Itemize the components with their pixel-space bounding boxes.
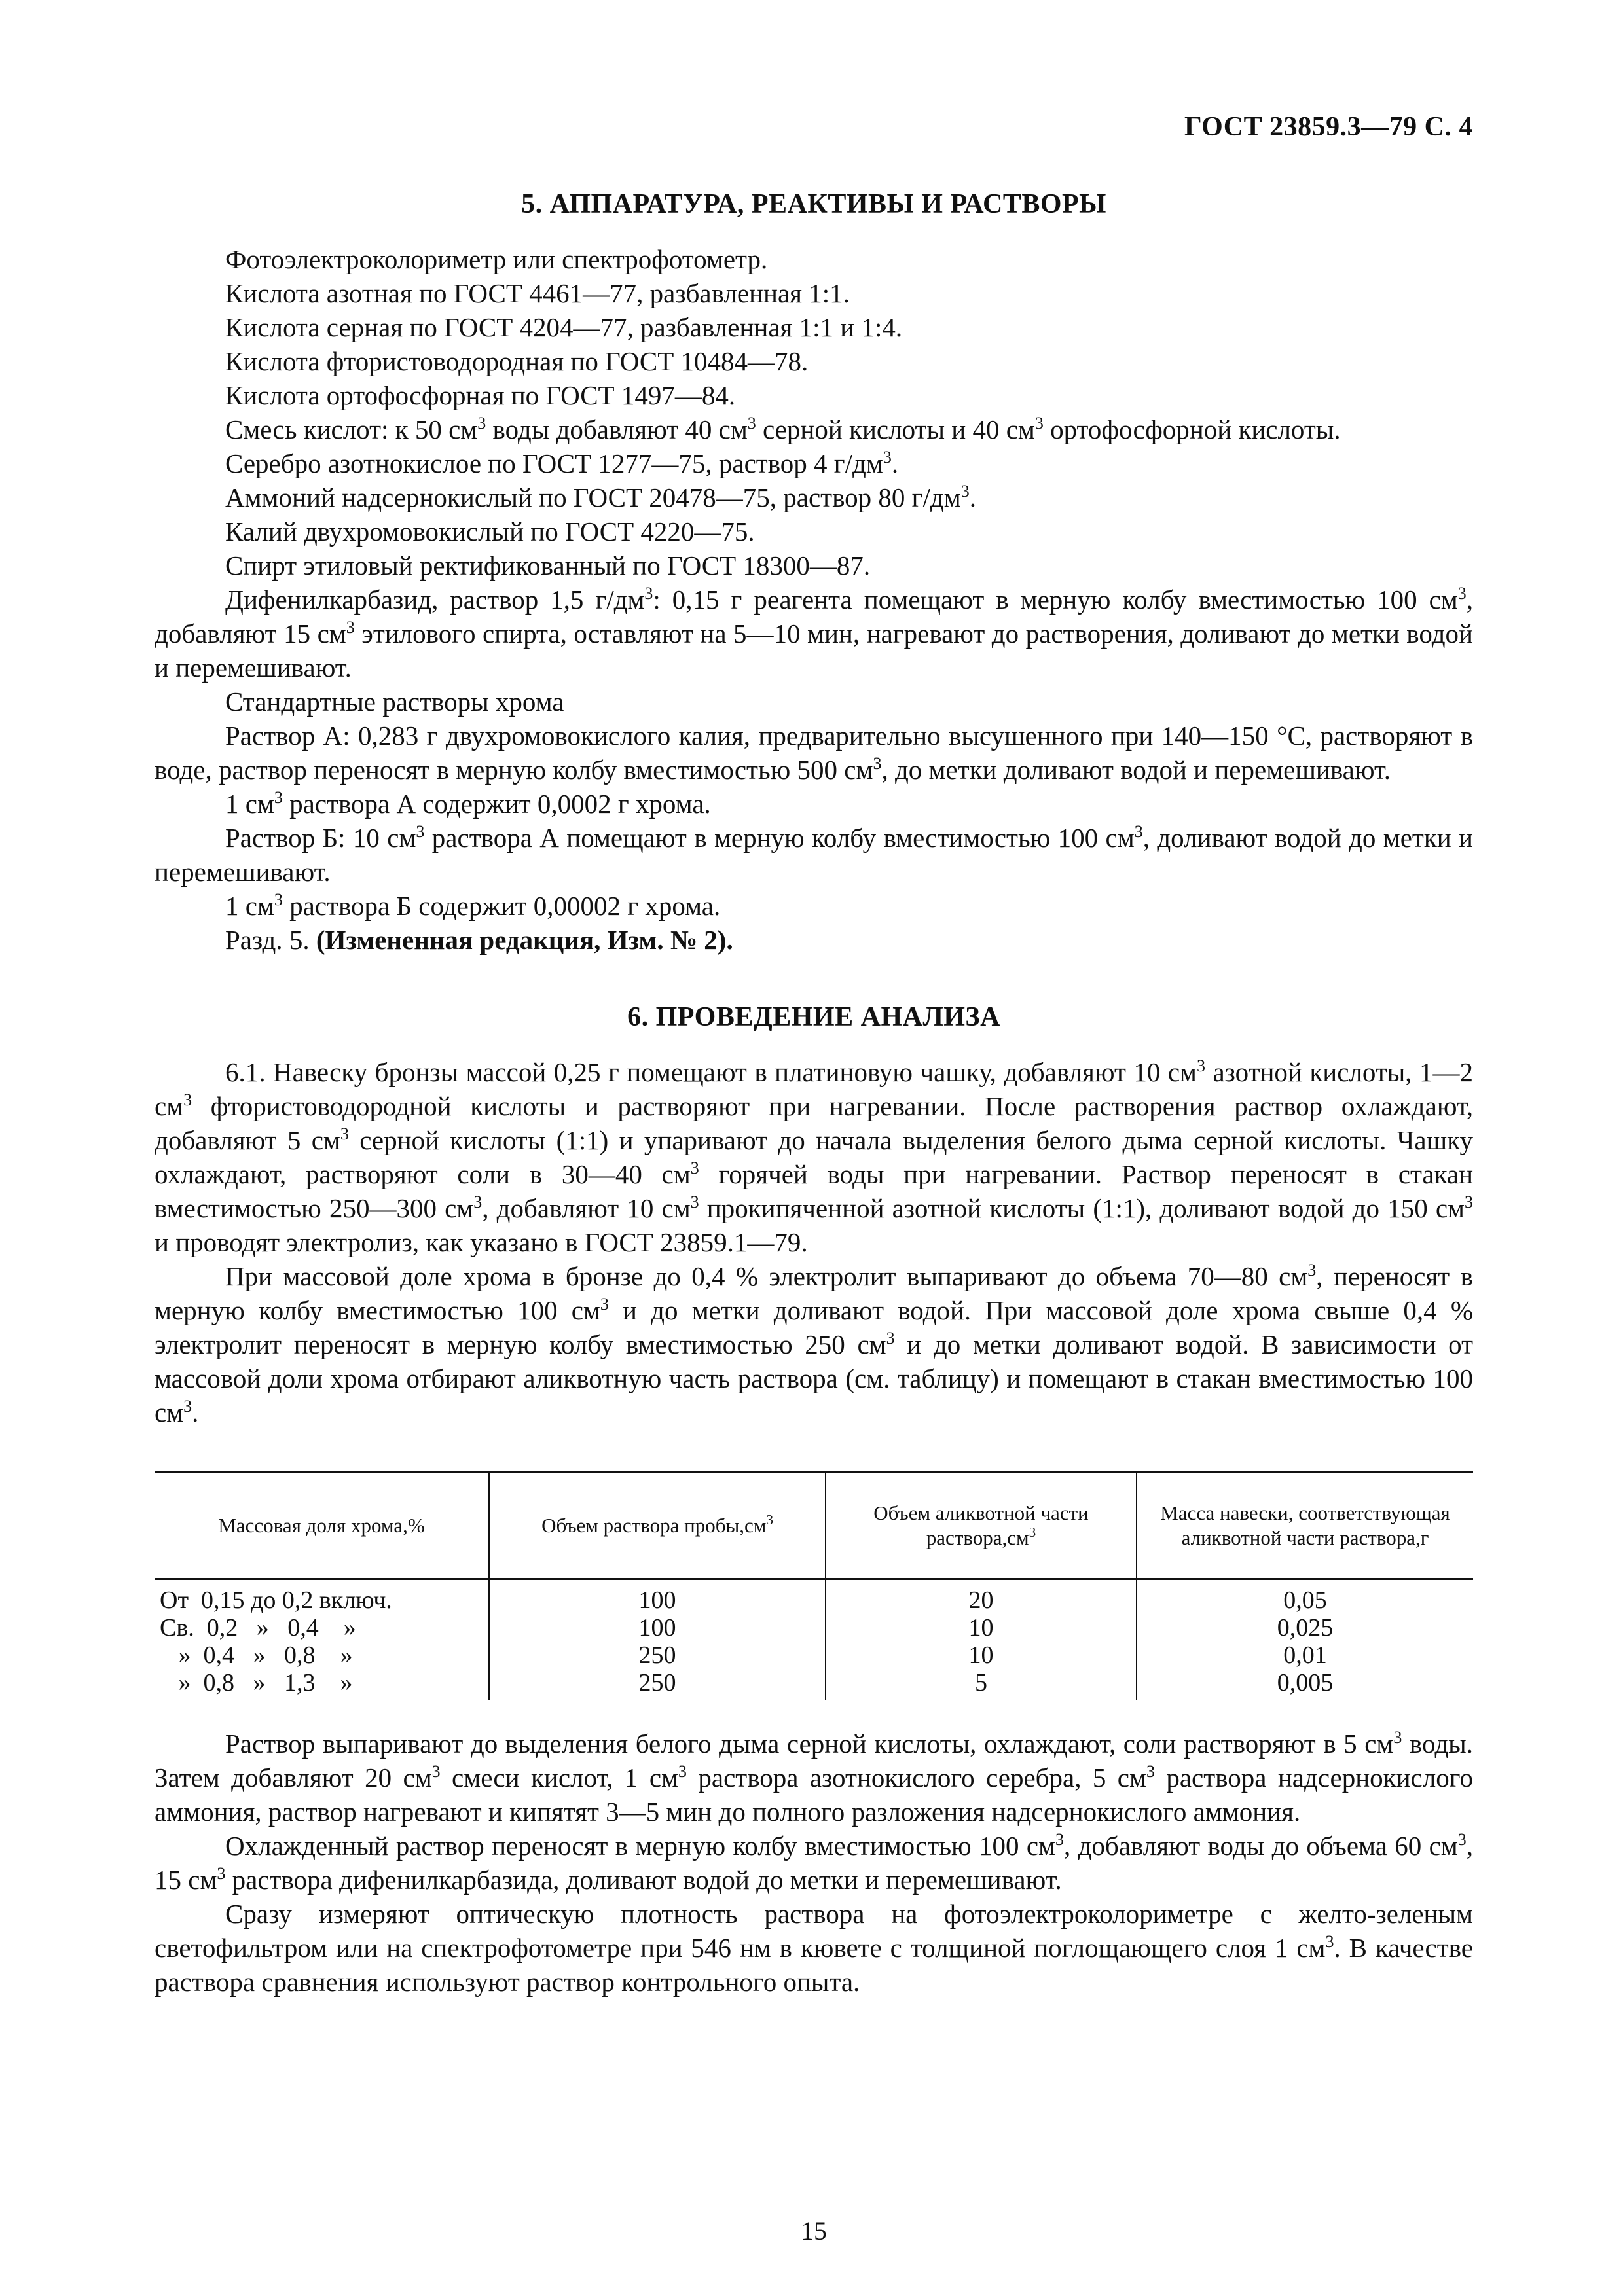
paragraph-cooled-solution: Охлажденный раствор переносят в мерную колбу вместимостью 100 $см^3$, добавляют воды до объема 60 $см^3$, 15 $см^3$ раствора дифенилкарбазида, доливают водой до метки и перемешивают. [155,1830,1473,1895]
item-ammonium-persulfate: Аммоний надсернокислый по ГОСТ 20478—75, раствор 80 $г/дм^3$. [225,482,976,512]
item-sulfuric-acid: Кислота серная по ГОСТ 4204—77, разбавленная 1:1 и 1:4. [225,312,903,342]
item-phosphoric-acid: Кислота ортофосфорная по ГОСТ 1497—84. [225,380,736,410]
section-5-title: 5. АППАРАТУРА, РЕАКТИВЫ И РАСТВОРЫ [521,189,1106,219]
item-standard-solutions: Стандартные растворы хрома [225,687,564,717]
item-solution-a-content: 1 $см^3$ раствора А содержит 0,0002 г хрома. [225,788,711,819]
page-number: 15 [801,2216,827,2246]
item-solution-b-content: 1 $см^3$ раствора Б содержит 0,00002 г хрома. [225,890,721,921]
section-6-title: 6. ПРОВЕДЕНИЕ АНАЛИЗА [627,1002,1000,1032]
paragraph-6-1: 6.1. Навеску бронзы массой 0,25 г помещают в платиновую чашку, добавляют 10 $см^3$ азотной кислоты, 1—2 $см^3$ фтористоводородной кислоты и растворяют при нагревании. После растворения раствор охлаждают, добавляют 5 $см^3$ серной кислоты (1:1) и упаривают до начала выделения белого дыма серной кислоты. Чашку охлаждают, растворяют соли в 30—40 $см^3$ горячей воды при нагревании. Раствор переносят в стакан вместимостью 250—300 $см^3$, добавляют 10 $см^3$ прокипяченной азотной кислоты (1:1), доливают водой до 150 $см^3$ и проводят электролиз, как указано в ГОСТ 23859.1—79. [155,1056,1474,1257]
table-header-row [155,1473,1473,1579]
item-solution-b: Раствор Б: 10 $см^3$ раствора А помещают в мерную колбу вместимостью 100 $см^3$, доливают водой до метки и перемешивают. [155,822,1474,887]
section-5-body [155,242,1473,957]
section-6-body [155,1055,1473,1429]
item-ethyl-spirit: Спирт этиловый ректификованный по ГОСТ 18300—87. [225,550,871,581]
document-page [155,111,1474,2246]
item-diphenylcarbazide: Дифенилкарбазид, раствор 1,5 $г/дм^3$: 0,15 г реагента помещают в мерную колбу вместимостью 100 $см^3$, добавляют 15 $см^3$ этилового спирта, оставляют на 5—10 мин, нагревают до растворения, доливают до метки водой и перемешивают. [155,584,1473,683]
item-acid-mixture: Смесь кислот: к 50 $см^3$ воды добавляют 40 $см^3$ серной кислоты и 40 $см^3$ ортофосфорной кислоты. [225,414,1341,444]
item-edit-note: Разд. 5. (Измененная редакция, Изм. № 2). [225,925,733,955]
header-chromium-fraction: Массовая доля хрома,% [155,1473,489,1579]
aliquot-table [155,1471,1473,1700]
item-silver-nitrate: Серебро азотнокислое по ГОСТ 1277—75, раствор 4 $г/дм^3$. [225,448,899,478]
page-header: ГОСТ 23859.3—79 С. 4 [1184,112,1473,142]
paragraph-measurement: Сразу измеряют оптическую плотность раствора на фотоэлектроколориметре с желто-зеленым светофильтром или на спектрофотометре при 546 нм в кювете с толщиной поглощающего слоя 1 $см^3$. В качестве раствора сравнения используют раствор контрольного опыта. [155,1899,1473,1997]
header-sample-volume: Объем раствора $пробы,см^3$ [489,1473,826,1579]
table-row: » 0,4 » 0,8 » 250 10 0,01 [155,1641,1473,1669]
table-row: От 0,15 до 0,2 включ. 100 20 0,05 [155,1579,1473,1615]
item-solution-a: Раствор А: 0,283 г двухромовокислого калия, предварительно высушенного при 140—150 °С, растворяют в воде, раствор переносят в мерную колбу вместимостью 500 $см^3$, до метки доливают водой и перемешивают. [155,721,1473,785]
item-hydrofluoric-acid: Кислота фтористоводородная по ГОСТ 10484—78. [225,346,809,376]
header-aliquot-volume: Объем аликвотной части $раствора,см^3$ [826,1473,1137,1579]
item-potassium-dichromate: Калий двухромовокислый по ГОСТ 4220—75. [225,516,755,547]
header-sample-mass: Масса навески, соответствующая аликвотной части раствора,г [1137,1473,1473,1579]
paragraph-electrolyte: При массовой доле хрома в бронзе до 0,4 % электролит выпаривают до объема 70—80 $см^3$, переносят в мерную колбу вместимостью 100 $см^3$ и до метки доливают водой. При массовой доле хрома свыше 0,4 % электролит переносят в мерную колбу вместимостью 250 $см^3$ и до метки доливают водой. В зависимости от массовой доли хрома отбирают аликвотную часть раствора (см. таблицу) и помещают в стакан вместимостью 100 $см^3$. [155,1261,1473,1427]
table-row: » 0,8 » 1,3 » 250 5 0,005 [155,1669,1473,1700]
item-nitric-acid: Кислота азотная по ГОСТ 4461—77, разбавленная 1:1. [225,278,850,308]
section-6-body-continued [155,1727,1473,1999]
paragraph-evaporation: Раствор выпаривают до выделения белого дыма серной кислоты, охлаждают, соли растворяют в 5 $см^3$ воды. Затем добавляют 20 $см^3$ смеси кислот, 1 $см^3$ раствора азотнокислого серебра, 5 $см^3$ раствора надсернокислого аммония, раствор нагревают и кипятят 3—5 мин до полного разложения надсернокислого аммония. [155,1728,1473,1827]
table-row: Св. 0,2 » 0,4 » 100 10 0,025 [155,1614,1473,1641]
item-photocolorimeter: Фотоэлектроколориметр или спектрофотометр. [225,244,768,274]
